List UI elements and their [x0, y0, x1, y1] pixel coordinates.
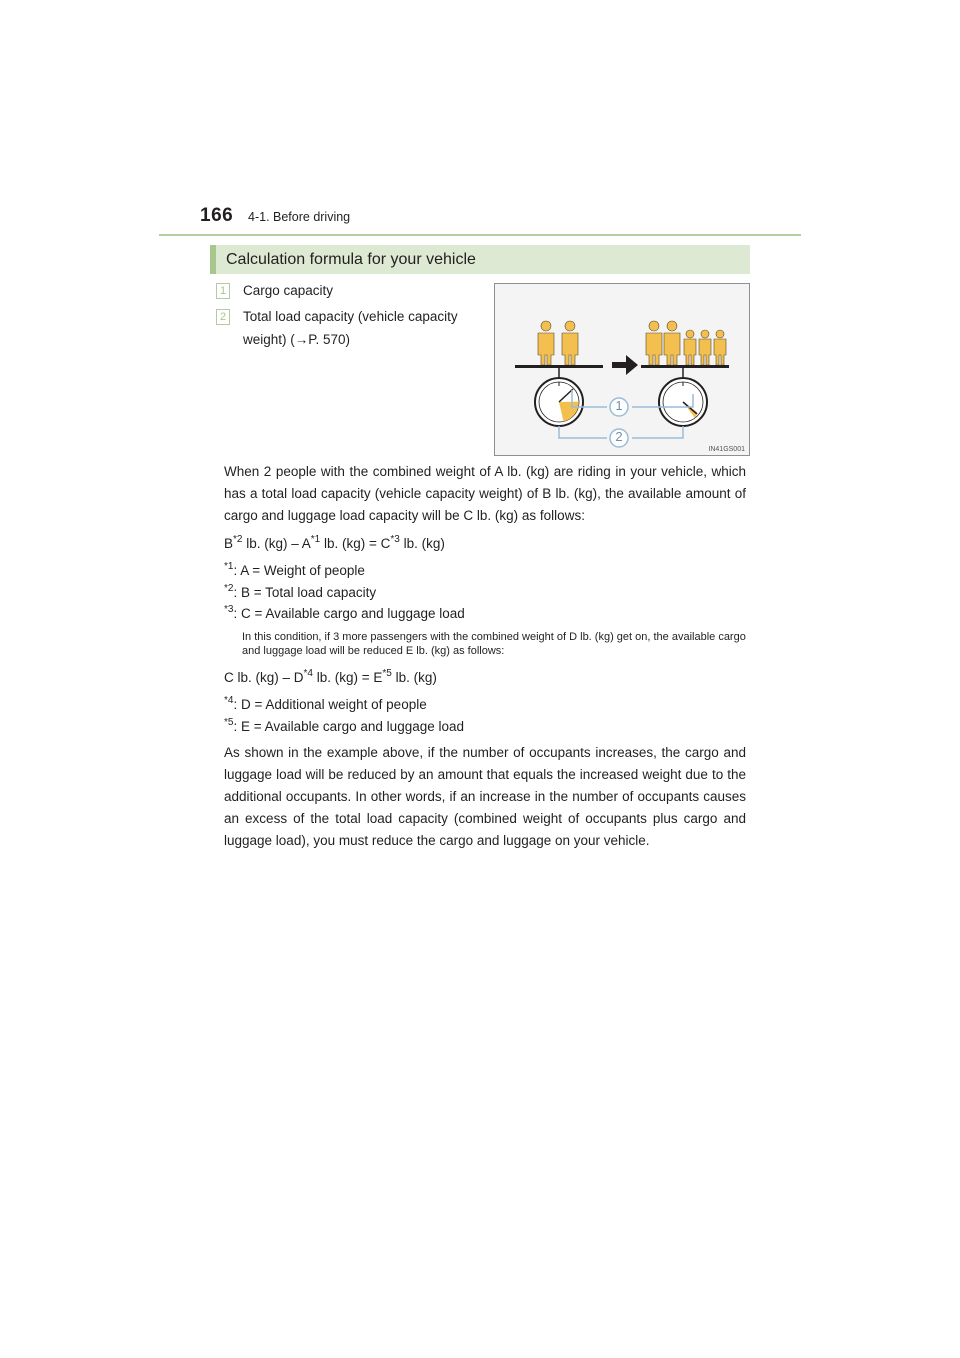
- callout-2-label: 2: [615, 429, 623, 444]
- floor-line: [641, 365, 729, 368]
- small-note: In this condition, if 3 more passengers with the combined weight of D lb. (kg) get on, the available cargo and luggage load will be reduced E lb. (kg) as follows:: [242, 631, 746, 657]
- gauge-after-icon: [659, 378, 707, 426]
- footnote-ref: *5: [382, 668, 392, 679]
- item-total-load-line2: weight) (→P. 570): [243, 332, 351, 347]
- footnote-line: [224, 604, 465, 621]
- closing-paragraph: As shown in the example above, if the number of occupants increases, the cargo and luggage load will be reduced by an amount that equals the increased weight due to the additional occupants. In other words, if an increase in the number of occupants causes an excess of the total load capacity (combined weight of occupants plus cargo and luggage load), you must reduce the cargo and luggage on your vehicle.: [224, 745, 746, 848]
- footnote-mark: *4: [224, 695, 234, 706]
- footnote-line: [224, 717, 464, 734]
- formula-term: C lb. (kg) – D: [224, 670, 304, 685]
- formula-term: lb. (kg) – A: [242, 536, 311, 551]
- footnote-line: [224, 561, 365, 578]
- figure-code: IN41GS001: [708, 446, 745, 453]
- section-title: Calculation formula for your vehicle: [226, 251, 476, 268]
- footnote-ref: *2: [233, 534, 243, 545]
- intro-paragraph: When 2 people with the combined weight of A lb. (kg) are riding in your vehicle, which has a total load capacity (vehicle capacity weight) of B lb. (kg), the available amount of cargo and luggage load capacity will be C lb. (kg) as follows:: [224, 464, 746, 523]
- footnote-mark: *2: [224, 583, 234, 594]
- footnote-text: : B = Total load capacity: [233, 585, 377, 600]
- footnote-mark: *5: [224, 717, 234, 728]
- floor-line: [515, 365, 603, 368]
- section-title-bar: [210, 245, 750, 274]
- load-capacity-illustration: [494, 283, 750, 456]
- item-number-badge: 2: [216, 309, 230, 325]
- footnote-ref: *1: [310, 534, 321, 545]
- formula-1: [224, 534, 445, 551]
- formula-term: lb. (kg): [399, 536, 445, 551]
- arrow-right-icon: [612, 355, 638, 375]
- footnote-line: [224, 695, 427, 712]
- footnote-text: : E = Available cargo and luggage load: [233, 719, 465, 734]
- item-total-load-line1: Total load capacity (vehicle capacity: [243, 309, 458, 324]
- footnote-mark: *1: [224, 561, 234, 572]
- footnote-text: : D = Additional weight of people: [233, 697, 427, 712]
- page-number: 166: [200, 205, 234, 226]
- footnote-text: : C = Available cargo and luggage load: [233, 606, 465, 621]
- callout-1-label: 1: [615, 398, 623, 413]
- footnote-ref: *4: [303, 668, 313, 679]
- footnote-line: [224, 583, 376, 600]
- people-after-icon: [646, 321, 726, 365]
- item-number-badge: 1: [216, 283, 230, 299]
- people-before-icon: [538, 321, 578, 365]
- gauge-before-icon: [535, 378, 583, 426]
- footnote-ref: *3: [390, 534, 400, 545]
- footnote-mark: *3: [224, 604, 234, 615]
- formula-term: lb. (kg): [391, 670, 437, 685]
- footnote-text: : A = Weight of people: [233, 563, 365, 578]
- header-divider: [159, 234, 801, 236]
- item-cargo-capacity: Cargo capacity: [243, 283, 334, 298]
- formula-term: lb. (kg) = E: [312, 670, 383, 685]
- chapter-title: 4-1. Before driving: [248, 210, 351, 224]
- formula-term: B: [224, 536, 234, 551]
- formula-term: lb. (kg) = C: [320, 536, 391, 551]
- formula-2: [224, 668, 437, 685]
